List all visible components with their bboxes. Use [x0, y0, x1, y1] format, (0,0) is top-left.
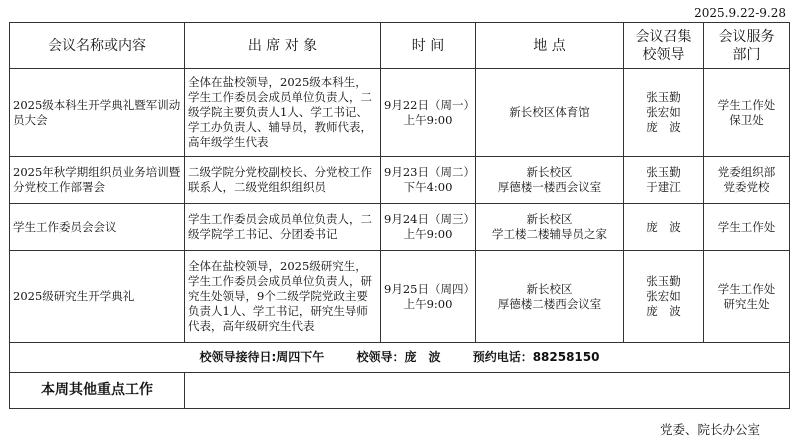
meeting-time — [381, 204, 476, 251]
leader-name: 张宏如 — [646, 289, 681, 303]
other-work-content — [185, 373, 790, 409]
leader-name: 张玉勤 — [646, 274, 681, 288]
header-dept — [704, 23, 790, 69]
meeting-place — [476, 251, 624, 343]
header-leader-text: 会议召集校领导 — [635, 28, 692, 63]
table-row — [10, 157, 790, 204]
meeting-place — [476, 204, 624, 251]
reception-row — [10, 343, 790, 373]
meeting-attendees: 全体在盐校领导，2025级研究生，学生工作委员会成员单位负责人，研究生处领导，9个二级学院党政主要负责人1人、学工书记，研究生导师代表，高年级研究生代表 — [185, 251, 381, 343]
meeting-place-line1: 新长校区 — [526, 281, 573, 296]
leader-name: 庞 波 — [646, 120, 681, 134]
meeting-place-line2: 厚德楼二楼西会议室 — [497, 296, 602, 311]
meeting-clock: 上午9:00 — [403, 112, 453, 127]
dept-name: 党委党校 — [723, 180, 770, 194]
header-leader — [624, 23, 704, 69]
meeting-attendees: 学生工作委员会成员单位负责人，二级学院学工书记、分团委书记 — [185, 204, 381, 251]
dept-name: 研究生处 — [723, 296, 770, 311]
other-work-label: 本周其他重点工作 — [10, 373, 185, 409]
leader-name: 张玉勤 — [646, 90, 681, 104]
meeting-dept — [704, 251, 790, 343]
meeting-place-line1: 新长校区 — [526, 212, 573, 226]
table-row — [10, 69, 790, 157]
meeting-date: 9月23日（周二） — [384, 165, 475, 179]
meeting-clock: 上午9:00 — [403, 296, 453, 311]
meeting-place-line1: 新长校区体育馆 — [509, 105, 590, 119]
meeting-place — [476, 69, 624, 157]
leader-name: 庞 波 — [646, 219, 681, 234]
schedule-table — [9, 22, 790, 409]
meeting-attendees: 二级学院分党校副校长、分党校工作联系人，二级党组织组织员 — [185, 157, 381, 204]
meeting-leaders — [624, 204, 704, 251]
meeting-date: 9月24日（周三） — [384, 212, 475, 226]
meeting-leaders — [624, 69, 704, 157]
reception-leader: 校领导：庞 波 — [356, 350, 441, 364]
other-work-row — [10, 373, 790, 409]
meeting-dept — [704, 157, 790, 204]
meeting-dept — [704, 204, 790, 251]
meeting-place — [476, 157, 624, 204]
meeting-date: 9月25日（周四） — [384, 281, 475, 296]
dept-name: 党委组织部 — [717, 165, 776, 179]
leader-name: 庞 波 — [646, 304, 681, 318]
meeting-clock: 上午9:00 — [403, 227, 453, 241]
meeting-place-line2: 学工楼二楼辅导员之家 — [492, 227, 607, 241]
meeting-place-line1: 新长校区 — [526, 165, 573, 179]
meeting-dept — [704, 69, 790, 157]
header-place: 地 点 — [476, 23, 624, 69]
header-time: 时 间 — [381, 23, 476, 69]
dept-name: 学生工作处 — [717, 281, 776, 296]
issuing-office: 党委、院长办公室 — [659, 422, 760, 437]
meeting-time — [381, 69, 476, 157]
meeting-name: 2025级本科生开学典礼暨军训动员大会 — [10, 69, 185, 157]
header-name: 会议名称或内容 — [10, 23, 185, 69]
meeting-name: 2025级研究生开学典礼 — [10, 251, 185, 343]
header-dept-text: 会议服务部门 — [718, 28, 775, 63]
header-row — [10, 23, 790, 69]
dept-name: 学生工作处 — [717, 97, 776, 112]
reception-cell — [10, 343, 790, 373]
reception-day: 校领导接待日:周四下午 — [199, 350, 325, 364]
dept-name: 学生工作处 — [717, 219, 776, 234]
meeting-time — [381, 251, 476, 343]
leader-name: 于建江 — [646, 180, 681, 194]
date-range: 2025.9.22-9.28 — [694, 6, 786, 20]
meeting-time — [381, 157, 476, 204]
meeting-clock: 下午4:00 — [403, 180, 453, 194]
leader-name: 张玉勤 — [646, 165, 681, 179]
meeting-leaders — [624, 251, 704, 343]
meeting-name: 学生工作委员会会议 — [10, 204, 185, 251]
leader-name: 张宏如 — [646, 105, 681, 119]
header-attendees: 出 席 对 象 — [185, 23, 381, 69]
meeting-date: 9月22日（周一） — [384, 97, 475, 112]
meeting-name: 2025年秋学期组织员业务培训暨分党校工作部署会 — [10, 157, 185, 204]
meeting-attendees: 全体在盐校领导，2025级本科生，学生工作委员会成员单位负责人，二级学院主要负责人1人、学工书记、学工办负责人、辅导员，教师代表，高年级学生代表 — [185, 69, 381, 157]
table-row — [10, 204, 790, 251]
dept-name: 保卫处 — [729, 112, 764, 127]
meeting-place-line2: 厚德楼一楼西会议室 — [497, 180, 602, 194]
reception-phone: 预约电话：88258150 — [472, 350, 600, 364]
table-row — [10, 251, 790, 343]
meeting-leaders — [624, 157, 704, 204]
